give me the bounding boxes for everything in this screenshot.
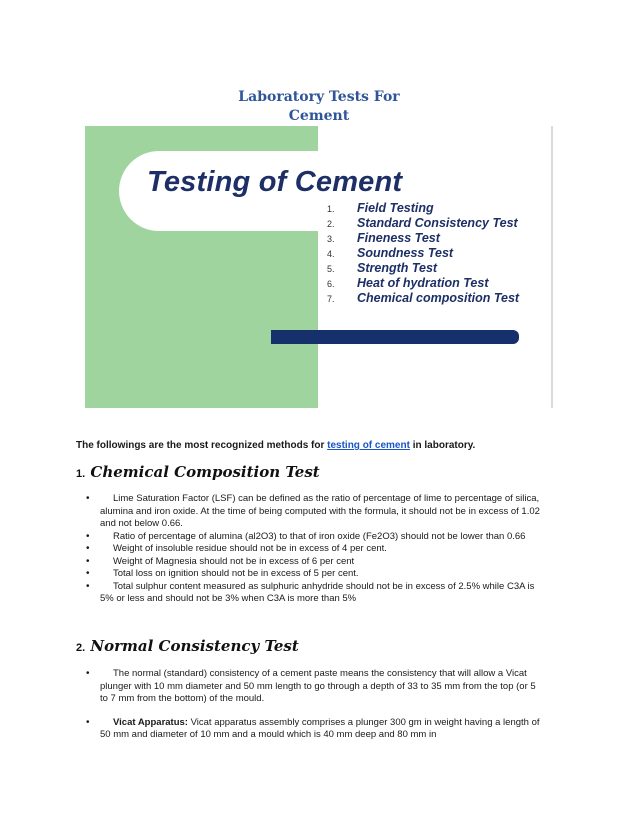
slide-right-rule [551,126,553,408]
document-title-line-1: Laboratory Tests For [238,89,400,105]
slide-title: Testing of Cement [147,166,403,198]
document-title [0,88,638,126]
list-item: • Vicat Apparatus: Vicat apparatus assembly comprises a plunger 300 gm in weight having a length of 50 mm and diameter of 10 mm and a mould which is 40 mm deep and 80 mm in [76,717,546,742]
slide-list-item: 3. Fineness Test [327,231,440,245]
list-item: • Lime Saturation Factor (LSF) can be defined as the ratio of percentage of lime to percentage of silica, alumina and iron oxide. At the time of being computed with the formula, it should not be in excess of 1.02 and not below 0.66. [76,493,546,531]
chemical-composition-list [76,493,546,606]
testing-of-cement-link[interactable]: testing of cement [327,440,410,451]
slide-list-item: 7. Chemical composition Test [327,291,520,305]
slide-list-item: 1. Field Testing [327,201,434,215]
list-item: • Weight of Magnesia should not be in excess of 6 per cent [76,556,546,569]
slide-test-list [327,201,547,306]
slide-list-item: 5. Strength Test [327,261,438,275]
document-title-line-2: Cement [288,108,350,124]
section-heading-normal-consistency: 2. Normal Consistency Test [76,637,299,655]
intro-paragraph: The followings are the most recognized methods for testing of cement in laboratory. [76,440,476,451]
list-item: • The normal (standard) consistency of a cement paste means the consistency that will allow a Vicat plunger with 10 mm diameter and 50 mm length to go through a depth of 33 to 35 mm from the top (or 5 to 7 mm from the bottom) of the mould. [76,668,546,706]
list-item: • Total sulphur content measured as sulphuric anhydride should not be in excess of 2.5% while C3A is 5% or less and should not be 3% when C3A is more than 5% [76,581,546,606]
slide-image [85,126,553,408]
list-item: • Total loss on ignition should not be in excess of 5 per cent. [76,568,546,581]
list-item: • Ratio of percentage of alumina (al2O3) to that of iron oxide (Fe2O3) should not be lower than 0.66 [76,531,546,544]
slide-list-item: 4. Soundness Test [327,246,454,260]
normal-consistency-list [76,668,546,742]
section-heading-chemical-composition: 1. Chemical Composition Test [76,463,320,481]
slide-list-item: 2. Standard Consistency Test [327,216,518,230]
slide-list-item: 6. Heat of hydration Test [327,276,489,290]
list-item: • Weight of insoluble residue should not be in excess of 4 per cent. [76,543,546,556]
slide-blue-bar [271,330,519,344]
